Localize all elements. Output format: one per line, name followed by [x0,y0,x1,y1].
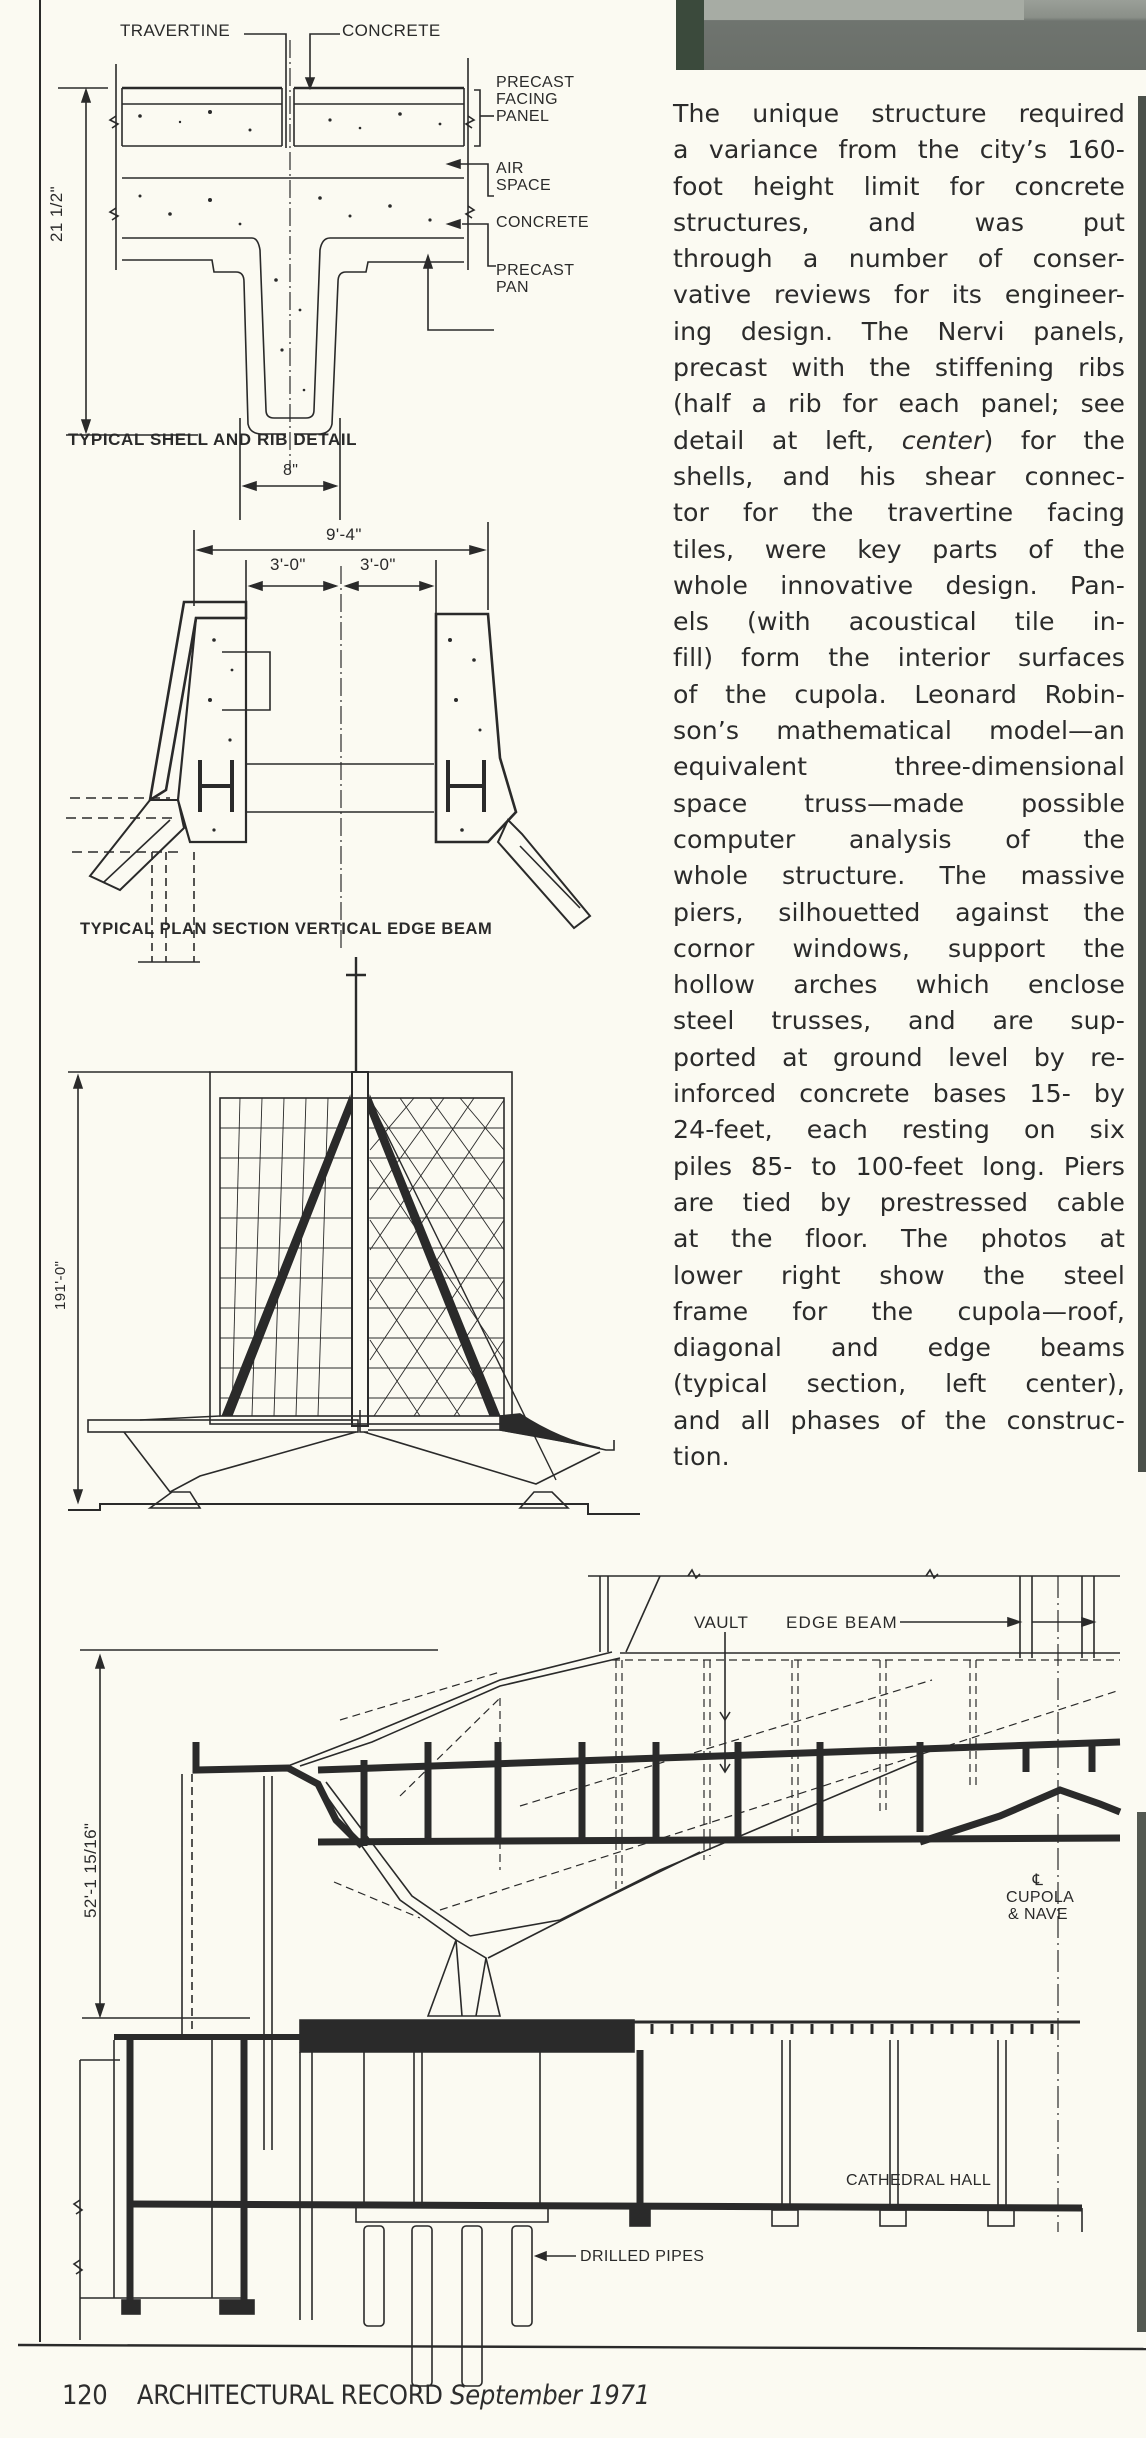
article-line: hollow arches which enclose [673,970,1125,1000]
page-number: 120 [62,2380,108,2411]
dimension-21-1-2: 21 1/2" [47,185,66,242]
label-precast-pan [496,262,574,296]
article-line: inforced concrete bases 15- by [673,1079,1125,1109]
article-line: son’s mathematical model—an [673,716,1125,746]
label-concrete-top: CONCRETE [342,21,441,40]
label-line: FACING [496,91,558,108]
article-line: are tied by prestressed cable [673,1187,1125,1217]
article-line: structures, and was put [673,207,1125,237]
issue-date: September 1971 [450,2380,650,2411]
article-line: tor for the travertine facing [673,498,1125,528]
edge-beam-section-drawing [66,522,590,962]
article-line: precast with the stiffening ribs [673,353,1125,383]
article-line: shells, and his shear connec- [673,461,1125,491]
article-line: cornor windows, support the [673,933,1125,963]
label-line: AIR [496,160,524,177]
label-vault: VAULT [694,1613,749,1632]
article-line: els (with acoustical tile in- [673,607,1125,637]
dimension-3-0-left: 3'-0" [270,555,306,574]
article-line: frame for the cupola—roof, [673,1296,1125,1326]
article-line: space truss—made possible [673,788,1125,818]
label-precast-facing-panel [496,74,574,125]
centerline-icon: ℄ [1032,1872,1044,1889]
dimension-52-1-15-16: 52'-1 15/16" [81,1822,100,1918]
article-line: equivalent three-dimensional [673,752,1125,782]
label-line: PRECAST [496,262,575,279]
article-line: ported at ground level by re- [673,1042,1125,1072]
publication-name: ARCHITECTURAL RECORD [136,2380,443,2411]
label-edge-beam: EDGE BEAM [786,1613,898,1632]
label-air-space [496,160,551,194]
page-footer [62,2380,650,2411]
cupola-grid [220,1098,504,1416]
bottom-rule [18,2345,1146,2349]
label-line: CUPOLA [1006,1889,1075,1906]
article-line: (half a rib for each panel; see [673,389,1125,419]
label-cathedral-hall: CATHEDRAL HALL [846,2172,992,2189]
article-line: 24-feet, each resting on six [673,1115,1125,1145]
label-line: & NAVE [1008,1906,1068,1923]
article-line: tion. [673,1441,730,1471]
article-line: through a number of conser- [673,244,1125,274]
article-line: piles 85- to 100-feet long. Piers [673,1151,1125,1181]
article-line: detail at left, center) for the [673,425,1125,455]
label-centerline [1006,1872,1075,1923]
article-line: a variance from the city’s 160- [673,135,1125,165]
caption-edge-beam-section: TYPICAL PLAN SECTION VERTICAL EDGE BEAM [80,920,493,938]
article-line: whole structure. The massive [673,861,1125,891]
article-line: and all phases of the construc- [673,1405,1125,1435]
article-line: at the floor. The photos at [673,1224,1125,1254]
article-line: foot height limit for concrete [673,171,1125,201]
article-line: of the cupola. Leonard Robin- [673,679,1125,709]
article-line: piers, silhouetted against the [673,897,1125,927]
article-line: (typical section, left center), [673,1369,1125,1399]
label-line: PRECAST [496,74,575,91]
label-drilled-pipes: DRILLED PIPES [580,2248,705,2265]
caption-shell-rib-detail: TYPICAL SHELL AND RIB DETAIL [68,430,358,449]
article-line: vative reviews for its engineer- [673,280,1125,310]
italic-text: center [901,425,984,455]
label-line: PANEL [496,108,550,125]
dimension-191-0: 191'-0" [52,1260,69,1310]
dimension-8-inch: 8" [283,462,299,479]
label-line: PAN [496,279,529,296]
article-line: fill) form the interior surfaces [673,643,1125,673]
article-line: lower right show the steel [673,1260,1125,1290]
cupola-elevation-drawing [68,957,640,1514]
article-line: whole innovative design. Pan- [673,570,1125,600]
article-line: computer analysis of the [673,824,1125,854]
article-line: diagonal and edge beams [673,1333,1125,1363]
article-line: The unique structure required [673,99,1125,128]
article-body [673,96,1125,1475]
dimension-3-0-right: 3'-0" [360,555,396,574]
article-line: tiles, were key parts of the [673,534,1125,564]
article-line: steel trusses, and are sup- [673,1006,1125,1036]
label-concrete: CONCRETE [496,214,589,231]
dimension-9-4: 9'-4" [326,525,362,544]
label-travertine: TRAVERTINE [120,21,231,40]
label-line: SPACE [496,177,552,194]
article-line: ing design. The Nervi panels, [673,316,1125,346]
